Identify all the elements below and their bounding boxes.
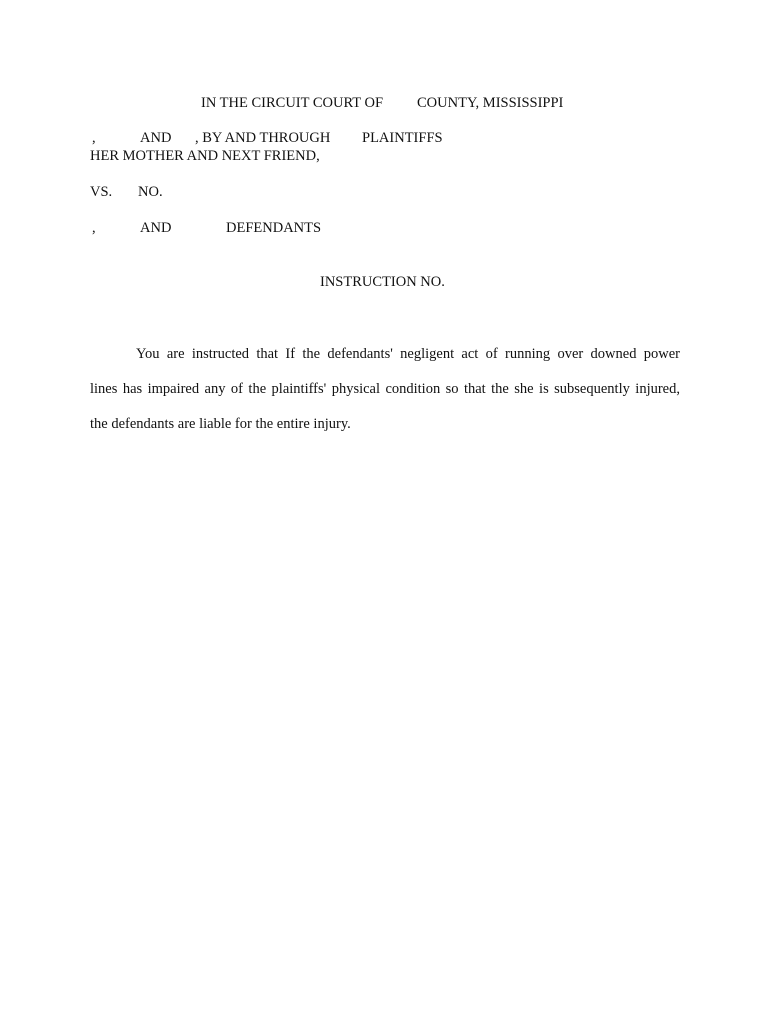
court-header-county: COUNTY, MISSISSIPPI: [417, 95, 564, 111]
case-number-label: NO.: [138, 184, 163, 200]
instruction-title: INSTRUCTION NO.: [320, 274, 445, 290]
instruction-body-line: lines has impaired any of the plaintiffs' physical condition so that the she is subsequently injured,: [90, 381, 680, 397]
defendant-and: AND: [140, 220, 172, 236]
instruction-body-line: You are instructed that If the defendants' negligent act of running over downed power: [136, 346, 680, 362]
plaintiffs-role-label: PLAINTIFFS: [362, 130, 443, 146]
defendant-comma: ,: [92, 220, 96, 236]
plaintiff-and: AND: [140, 130, 172, 146]
plaintiff-next-friend-line: HER MOTHER AND NEXT FRIEND,: [90, 148, 320, 164]
versus-label: VS.: [90, 184, 113, 200]
instruction-body-line: the defendants are liable for the entire injury.: [90, 416, 351, 432]
plaintiff-comma: ,: [92, 130, 96, 146]
court-header-prefix: IN THE CIRCUIT COURT OF: [201, 95, 384, 111]
plaintiff-by-and-through: , BY AND THROUGH: [195, 130, 331, 146]
defendants-role-label: DEFENDANTS: [226, 220, 322, 236]
